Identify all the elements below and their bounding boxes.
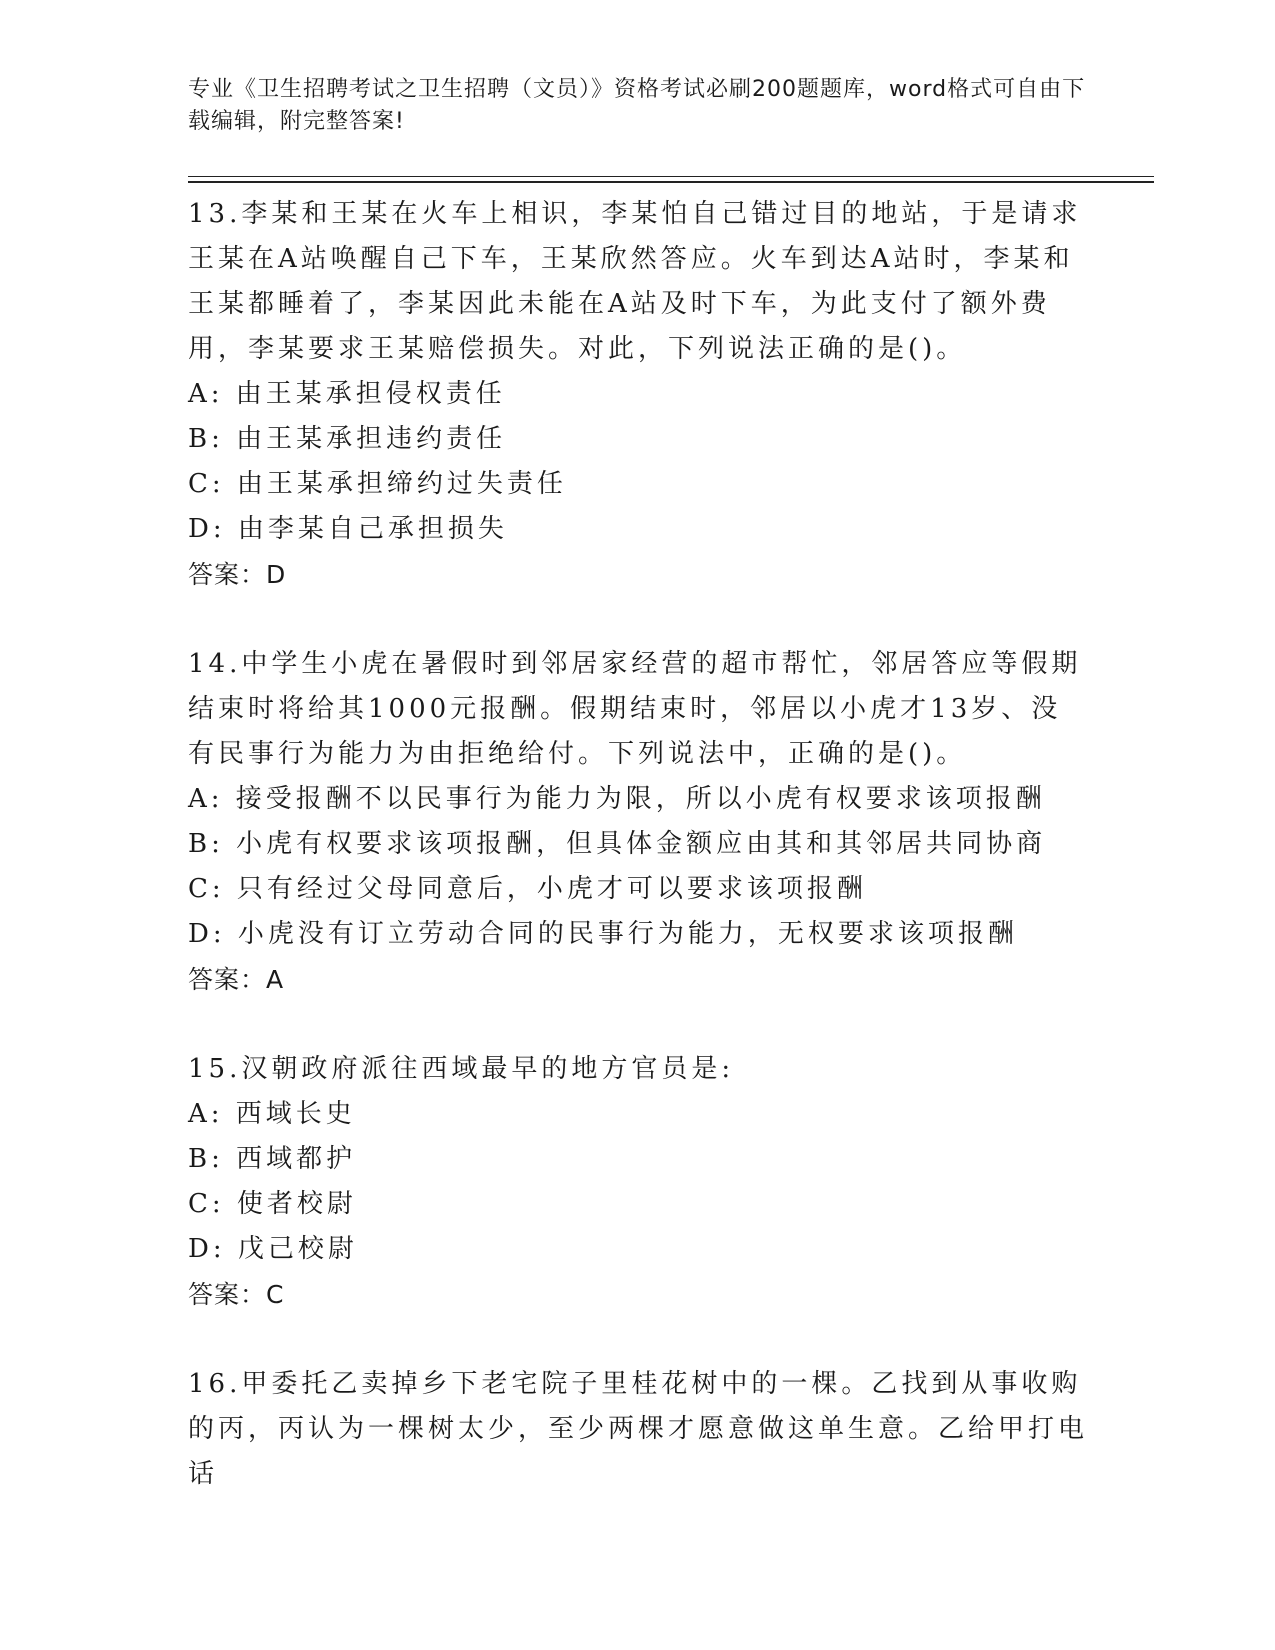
- option-a: A: 西域长史: [188, 1099, 356, 1129]
- question-list: [188, 192, 1088, 1497]
- option-b: B: 小虎有权要求该项报酬，但具体金额应由其和其邻居共同协商: [188, 829, 1047, 859]
- question-stem: 13.李某和王某在火车上相识，李某怕自己错过目的地站，于是请求王某在A站唤醒自己下车，王某欣然答应。火车到达A站时，李某和王某都睡着了，李某因此未能在A站及时下车，为此支付了额外费用，李某要求王某赔偿损失。对此，下列说法正确的是()。: [188, 199, 1082, 364]
- document-header: 专业《卫生招聘考试之卫生招聘（文员）》资格考试必刷200题题库，word格式可自由下载编辑，附完整答案!: [188, 77, 1086, 134]
- option-b: B: 由王某承担违约责任: [188, 424, 507, 454]
- option-c: C: 由王某承担缔约过失责任: [188, 469, 567, 499]
- option-c: C: 只有经过父母同意后，小虎才可以要求该项报酬: [188, 874, 867, 904]
- option-a: A: 由王某承担侵权责任: [188, 379, 506, 409]
- question-13: [188, 192, 1088, 597]
- header-divider-thick: [188, 181, 1154, 183]
- answer-label: 答案：C: [188, 1280, 285, 1309]
- option-d: D: 戊己校尉: [188, 1234, 358, 1264]
- option-b: B: 西域都护: [188, 1144, 357, 1174]
- question-spacer: [188, 1002, 1088, 1047]
- option-c: C: 使者校尉: [188, 1189, 357, 1219]
- option-d: D: 小虎没有订立劳动合同的民事行为能力，无权要求该项报酬: [188, 919, 1018, 949]
- header-divider-thin: [188, 176, 1154, 177]
- question-spacer: [188, 597, 1088, 642]
- question-spacer: [188, 1317, 1088, 1362]
- question-stem: 16.甲委托乙卖掉乡下老宅院子里桂花树中的一棵。乙找到从事收购的丙，丙认为一棵树太少，至少两棵才愿意做这单生意。乙给甲打电话: [188, 1369, 1089, 1489]
- question-16: [188, 1362, 1088, 1497]
- option-a: A: 接受报酬不以民事行为能力为限，所以小虎有权要求该项报酬: [188, 784, 1046, 814]
- question-stem: 14.中学生小虎在暑假时到邻居家经营的超市帮忙，邻居答应等假期结束时将给其1000元报酬。假期结束时，邻居以小虎才13岁、没有民事行为能力为由拒绝给付。下列说法中，正确的是()。: [188, 649, 1082, 769]
- question-stem: 15.汉朝政府派往西域最早的地方官员是:: [188, 1054, 735, 1084]
- answer-label: 答案：D: [188, 560, 287, 589]
- option-d: D: 由李某自己承担损失: [188, 514, 508, 544]
- answer-label: 答案：A: [188, 965, 285, 994]
- question-14: [188, 642, 1088, 1002]
- question-15: [188, 1047, 1088, 1317]
